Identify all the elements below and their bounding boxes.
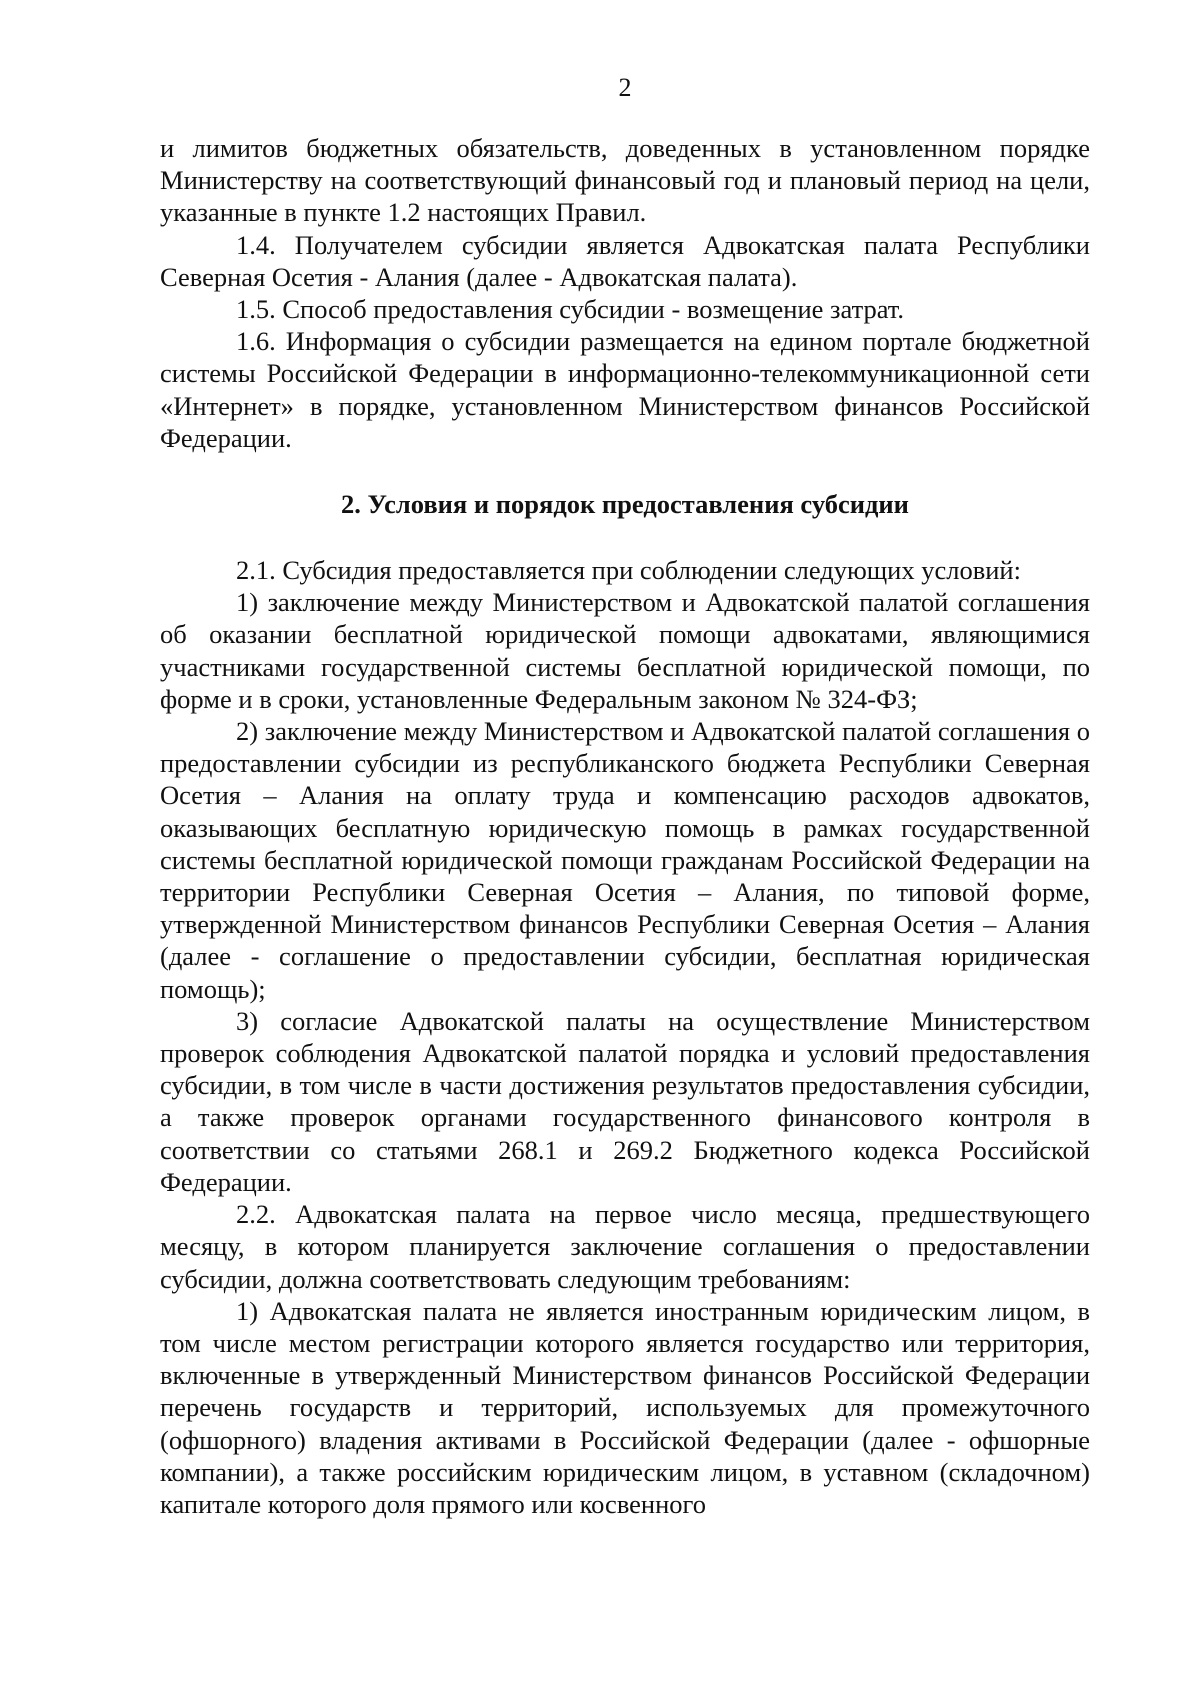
paragraph-1-4: 1.4. Получателем субсидии является Адвокатская палата Республики Северная Осетия - Алания (далее - Адвокатская палата).	[160, 229, 1090, 292]
paragraph-1-6: 1.6. Информация о субсидии размещается на едином портале бюджетной системы Российской Федерации в информационно-телекоммуникационной сети «Интернет» в порядке, установленном Министерством финансов Российской Федерации.	[160, 326, 1090, 453]
paragraph-2-1: 2.1. Субсидия предоставляется при соблюдении следующих условий:	[236, 555, 1021, 586]
section-2-heading: 2. Условия и порядок предоставления субсидии	[341, 489, 909, 520]
paragraph-2-1-item-1: 1) заключение между Министерством и Адвокатской палатой соглашения об оказании бесплатной юридической помощи адвокатами, являющимися участниками государственной системы бесплатной юридической помощи, по форме и в сроки, установленные Федеральным законом № 324-ФЗ;	[160, 587, 1090, 714]
paragraph-2-2: 2.2. Адвокатская палата на первое число месяца, предшествующего месяцу, в котором планируется заключение соглашения о предоставлении субсидии, должна соответствовать следующим требованиям:	[160, 1199, 1090, 1294]
paragraph-budget-limits: и лимитов бюджетных обязательств, доведенных в установленном порядке Министерству на соответствующий финансовый год и плановый период на цели, указанные в пункте 1.2 настоящих Правил.	[160, 133, 1090, 228]
paragraph-1-5: 1.5. Способ предоставления субсидии - возмещение затрат.	[236, 294, 905, 325]
page-number: 2	[618, 73, 632, 102]
paragraph-2-1-item-2: 2) заключение между Министерством и Адвокатской палатой соглашения о предоставлении субсидии из республиканского бюджета Республики Северная Осетия – Алания на оплату труда и компенсацию расходов адвокатов, оказывающих бесплатную юридическую помощь в рамках государственной системы бесплатной юридической помощи гражданам Российской Федерации на территории Республики Северная Осетия – Алания, по типовой форме, утвержденной Министерством финансов Республики Северная Осетия – Алания (далее - соглашение о предоставлении субсидии, бесплатная юридическая помощь);	[160, 716, 1090, 1004]
paragraph-2-1-item-3: 3) согласие Адвокатской палаты на осуществление Министерством проверок соблюдения Адвокатской палатой порядка и условий предоставления субсидии, в том числе в части достижения результатов предоставления субсидии, а также проверок органами государственного финансового контроля в соответствии со статьями 268.1 и 269.2 Бюджетного кодекса Российской Федерации.	[160, 1005, 1090, 1197]
document-page	[160, 72, 1090, 1520]
paragraph-2-2-item-1: 1) Адвокатская палата не является иностранным юридическим лицом, в том числе местом регистрации которого является государство или территория, включенные в утвержденный Министерством финансов Российской Федерации перечень государств и территорий, используемых для промежуточного (офшорного) владения активами в Российской Федерации (далее - офшорные компании), а также российским юридическим лицом, в уставном (складочном) капитале которого доля прямого или косвенного	[160, 1295, 1090, 1519]
